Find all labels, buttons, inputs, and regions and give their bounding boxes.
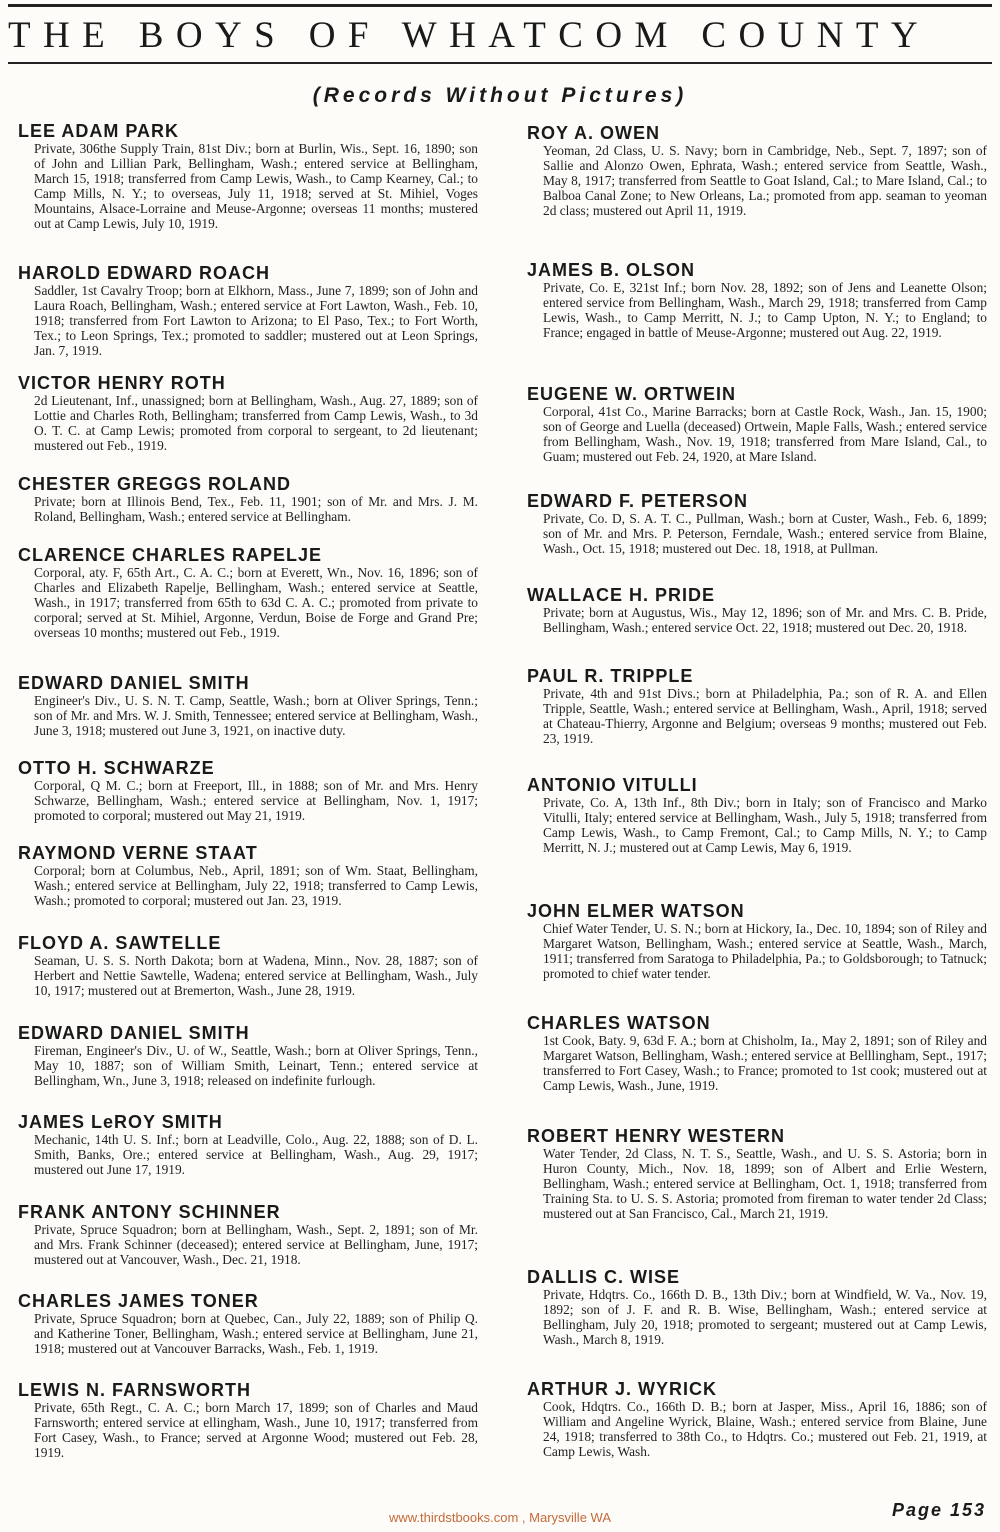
record-name: VICTOR HENRY ROTH [18,373,226,393]
record-text: Corporal; born at Columbus, Neb., April, 1891; son of Wm. Staat, Bellingham, Wash.; entered service at Bellingham, July 22, 1918; transferred to Camp Lewis, Wash.; promoted to corporal; mustered out Jan. 23, 1919. [34,863,478,908]
record-entry [527,1378,987,1460]
record-name: HAROLD EDWARD ROACH [18,263,270,283]
record-name: LEE ADAM PARK [18,121,179,141]
record-entry [18,262,478,359]
record-entry [527,1012,987,1094]
top-rule [8,4,992,7]
record-text: Private, Co. E, 321st Inf.; born Nov. 28, 1892; son of Jens and Leanette Olson; entered service from Bellingham, Wash., March 29, 1918; transferred from Camp Lewis, Wash., to Camp Merritt, N. J.; to Camp Upton, N. Y.; to England; to France; engaged in battle of Meuse-Argonne; mustered out Aug. 22, 1919. [543,280,987,340]
footer-url: www.thirdstbooks.com , Marysville WA [388,1510,611,1525]
record-name: CHARLES WATSON [527,1013,711,1033]
record-name: RAYMOND VERNE STAAT [18,843,258,863]
record-entry [18,372,478,454]
record-name: FRANK ANTONY SCHINNER [18,1202,281,1222]
record-text: Fireman, Engineer's Div., U. of W., Seattle, Wash.; born at Oliver Springs, Tenn., May 10, 1887; son of William Smith, Leinart, Tenn.; entered service at Bellingham, Wn., June 3, 1918; released on indefinite furlough. [34,1043,478,1088]
record-name: CHESTER GREGGS ROLAND [18,474,292,494]
record-name: JOHN ELMER WATSON [527,901,745,921]
record-name: LEWIS N. FARNSWORTH [18,1380,251,1400]
record-name: ANTONIO VITULLI [527,775,698,795]
record-text: Private, Co. D, S. A. T. C., Pullman, Wash.; born at Custer, Wash., Feb. 6, 1899; son of Mr. and Mrs. P. Peterson, Ferndale, Wash.; entered service from Blaine, Wash., Oct. 15, 1918; mustered out Dec. 18, 1918, at Pullman. [543,511,987,556]
record-entry [18,544,478,641]
record-text: Mechanic, 14th U. S. Inf.; born at Leadville, Colo., Aug. 22, 1888; son of D. L. Smith, Banks, Ore.; entered service at Bellingham, Wash., Aug. 29, 1917; mustered out June 17, 1919. [34,1132,478,1177]
record-entry [18,757,478,824]
record-entry [18,842,478,909]
record-entry [527,259,987,341]
record-text: Yeoman, 2d Class, U. S. Navy; born in Cambridge, Neb., Sept. 7, 1897; son of Sallie and Alonzo Owen, Ephrata, Wash.; entered service from Seattle, Wash., May 8, 1917; transferred from Seattle to Goat Island, Cal.; to Mare Island, Cal.; to Balboa Canal Zone; to New Orleans, La.; promoted from app. seaman to yeoman 2d class; mustered out April 11, 1919. [543,143,987,218]
record-name: JAMES B. OLSON [527,260,696,280]
record-name: CLARENCE CHARLES RAPELJE [18,545,323,565]
record-name: PAUL R. TRIPPLE [527,666,694,686]
page-title: THE BOYS OF WHATCOM COUNTY [8,15,930,56]
record-entry [18,1111,478,1178]
record-text: Private; born at Augustus, Wis., May 12, 1896; son of Mr. and Mrs. C. B. Pride, Bellingham, Wash.; entered service Oct. 22, 1918; mustered out Dec. 20, 1918. [543,605,987,635]
record-text: Chief Water Tender, U. S. N.; born at Hickory, Ia., Dec. 10, 1894; son of Riley and Margaret Watson, Bellingham, Wash.; entered service at Seattle, Wash., March, 1911; transferred from Saratoga to Philadelphia, Pa.; to Goldsborough; to Tatnuck; promoted to chief water tender. [543,921,987,981]
record-entry [18,1022,478,1089]
title-rule [8,62,992,64]
record-name: EDWARD DANIEL SMITH [18,673,250,693]
record-name: WALLACE H. PRIDE [527,585,716,605]
record-name: CHARLES JAMES TONER [18,1291,259,1311]
record-entry [18,1290,478,1357]
record-text: 1st Cook, Baty. 9, 63d F. A.; born at Chisholm, Ia., May 2, 1891; son of Riley and Margaret Watson, Bellingham, Wash.; entered service at Belllingham, Sept., 1917; transferred to Fort Casey, Wash.; to France; promoted to 1st cook; mustered out at Camp Lewis, Wash., June, 1919. [543,1033,987,1093]
record-entry [527,1125,987,1222]
record-text: Private; born at Illinois Bend, Tex., Feb. 11, 1901; son of Mr. and Mrs. J. M. Roland, Bellingham, Wash.; entered service at Bellingham. [34,494,478,524]
record-entry [527,665,987,747]
record-name: OTTO H. SCHWARZE [18,758,215,778]
record-entry [527,383,987,465]
record-text: Saddler, 1st Cavalry Troop; born at Elkhorn, Mass., June 7, 1899; son of John and Laura Roach, Bellingham, Wash.; entered service at Fort Lawton, Wash., Feb. 10, 1918; transferred from Fort Lawton to Arizona; to El Paso, Tex.; to Fort Worth, Tex.; to Leon Springs, Tex.; promoted to saddler; mustered out at Leon Springs, Jan. 7, 1919. [34,283,478,358]
record-text: Private, 306the Supply Train, 81st Div.; born at Burlin, Wis., Sept. 16, 1890; son of John and Lillian Park, Bellingham, Wash.; entered service at Bellingham, March 15, 1918; transferred from Camp Lewis, Wash., to Camp Kearney, Cal.; to Camp Mills, N. Y.; to overseas, July 11, 1918; served at St. Mihiel, Voges Mountains, Alsace-Lorraine and Meuse-Argonne; overseas 11 months; mustered out at Camp Lewis, July 10, 1919. [34,141,478,231]
record-name: DALLIS C. WISE [527,1267,680,1287]
record-name: EUGENE W. ORTWEIN [527,384,737,404]
record-entry [18,120,478,231]
record-text: Corporal, Q M. C.; born at Freeport, Ill., in 1888; son of Mr. and Mrs. Henry Schwarze, Bellingham, Wash.; entered service at Bellingham, Nov. 1, 1917; promoted to corporal; mustered out May 21, 1919. [34,778,478,823]
record-name: EDWARD F. PETERSON [527,491,749,511]
record-name: ROY A. OWEN [527,123,661,143]
record-name: EDWARD DANIEL SMITH [18,1023,250,1043]
record-entry [527,122,987,219]
record-entry [18,932,478,999]
record-text: 2d Lieutenant, Inf., unassigned; born at Bellingham, Wash., Aug. 27, 1889; son of Lottie and Charles Roth, Bellingham; transferred from Camp Lewis, Wash., to 3d O. T. C. at Camp Lewis; promoted from corporal to sergeant, to 2d lieutenant; mustered out Feb., 1919. [34,393,478,453]
record-text: Cook, Hdqtrs. Co., 166th D. B.; born at Jasper, Miss., April 16, 1886; son of William and Angeline Wyrick, Blaine, Wash.; entered service from Blaine, June 24, 1918; transferred to 38th Co., to Hdqtrs. Co.; mustered out Feb. 21, 1919, at Camp Lewis, Wash. [543,1399,987,1459]
record-name: ROBERT HENRY WESTERN [527,1126,786,1146]
record-text: Private, Spruce Squadron; born at Bellingham, Wash., Sept. 2, 1891; son of Mr. and Mrs. Frank Schinner (deceased); entered service at Bellingham, June, 1917; mustered out at Vancouver, Wash., Dec. 21, 1918. [34,1222,478,1267]
record-entry [18,1201,478,1268]
record-entry [527,490,987,557]
page-subtitle: (Records Without Pictures) [312,84,688,107]
page-number: Page 153 [891,1500,986,1520]
record-entry [18,672,478,739]
record-entry [18,1379,478,1461]
record-entry [527,584,987,636]
record-text: Private, Co. A, 13th Inf., 8th Div.; born in Italy; son of Francisco and Marko Vitulli, Italy; entered service at Bellingham, Wash., July 5, 1918; transferred from Camp Lewis, Wash., to Camp Fremont, Cal.; to Camp Mills, N. Y.; to Camp Merritt, N. J.; mustered out at Camp Lewis, May 6, 1919. [543,795,987,855]
record-entry [527,1266,987,1348]
record-text: Private, 65th Regt., C. A. C.; born March 17, 1899; son of Charles and Maud Farnsworth; entered service at ellingham, Wash., June 10, 1917; transferred from Fort Casey, Wash., to France; served at Argonne Wood; mustered out Feb. 28, 1919. [34,1400,478,1460]
record-text: Private, 4th and 91st Divs.; born at Philadelphia, Pa.; son of R. A. and Ellen Tripple, Seattle, Wash.; entered service at Bellingham, Wash., April, 1918; served at Chateau-Thierry, Argonne and Belgium; overseas 9 months; mustered out Feb. 23, 1919. [543,686,987,746]
record-text: Engineer's Div., U. S. N. T. Camp, Seattle, Wash.; born at Oliver Springs, Tenn.; son of Mr. and Mrs. W. J. Smith, Tennessee; entered service at Bellingham, Wash., June 3, 1918; mustered out June 3, 1921, on inactive duty. [34,693,478,738]
record-text: Private, Hdqtrs. Co., 166th D. B., 13th Div.; born at Windfield, W. Va., Nov. 19, 1892; son of J. F. and R. B. Wise, Bellingham, Wash.; entered service at Bellingham, July 20, 1918; promoted to sergeant; mustered out at Camp Lewis, Wash., March 8, 1919. [543,1287,987,1347]
record-text: Private, Spruce Squadron; born at Quebec, Can., July 22, 1889; son of Philip Q. and Katherine Toner, Bellingham, Wash.; entered service at Bellingham, June 21, 1918; mustered out at Vancouver Barracks, Wash., Feb. 1, 1919. [34,1311,478,1356]
record-name: FLOYD A. SAWTELLE [18,933,222,953]
record-name: ARTHUR J. WYRICK [527,1379,717,1399]
record-entry [527,774,987,856]
record-entry [18,473,478,525]
record-name: JAMES LeROY SMITH [18,1112,223,1132]
record-entry [527,900,987,982]
record-text: Seaman, U. S. S. North Dakota; born at Wadena, Minn., Nov. 28, 1887; son of Herbert and Nettie Sawtelle, Wadena; entered service at Bellingham, Wash., July 10, 1917; mustered out at Bremerton, Wash., June 28, 1919. [34,953,478,998]
record-text: Corporal, aty. F, 65th Art., C. A. C.; born at Everett, Wn., Nov. 16, 1896; son of Charles and Elizabeth Rapelje, Bellingham, Wash.; entered service at Seattle, Wash., in 1917; transferred from 65th to 63d C. A. C.; promoted from private to corporal; served at St. Mihiel, Argonne, Verdun, Boise de Forge and Grand Pre; overseas 10 months; mustered out Feb., 1919. [34,565,478,640]
record-text: Water Tender, 2d Class, N. T. S., Seattle, Wash., and U. S. S. Astoria; born in Huron County, Mich., Nov. 18, 1899; son of Albert and Erlie Western, Bellingham, Wash.; entered service at Bellingham, Oct. 1, 1918; transferred from Training Sta. to U. S. S. Astoria; promoted from fireman to water tender 2d Class; mustered out at San Francisco, Cal., March 21, 1919. [543,1146,987,1221]
record-text: Corporal, 41st Co., Marine Barracks; born at Castle Rock, Wash., Jan. 15, 1900; son of George and Luella (deceased) Ortwein, Maple Falls, Wash.; entered service from Bellingham, Wash., Nov. 19, 1918; transferred from Mare Island, Cal., to Guam; mustered out Feb. 24, 1920, at Mare Island. [543,404,987,464]
